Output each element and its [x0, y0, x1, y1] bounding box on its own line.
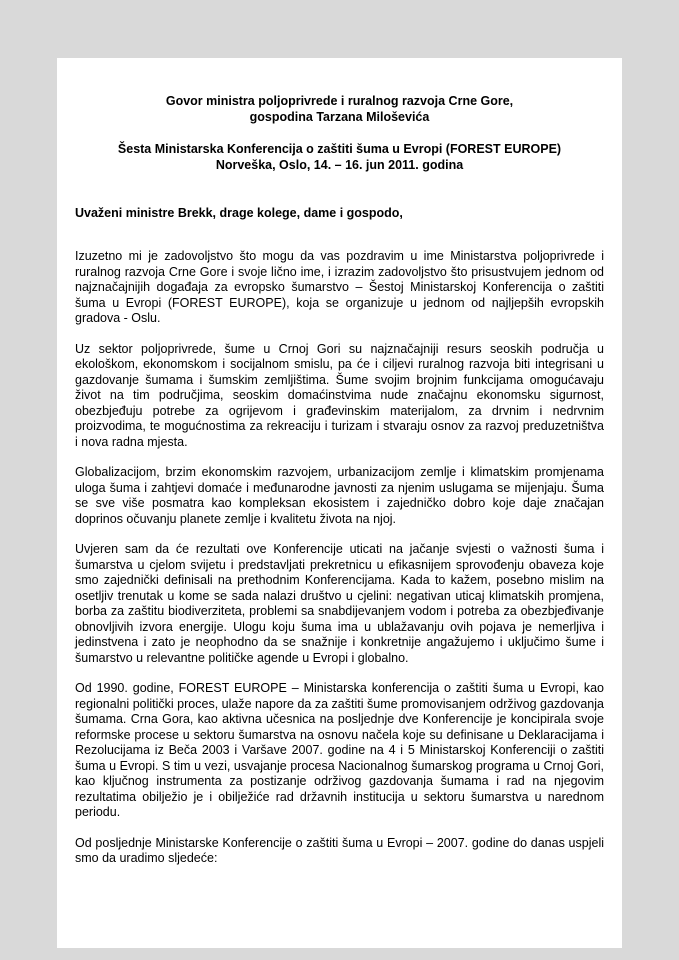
paragraph: Izuzetno mi je zadovoljstvo što mogu da vas pozdravim u ime Ministarstva poljoprivrede i ruralnog razvoja Crne Gore i svoje lično ime, i izrazim zadovoljstvo što prisustvujem jednom od najznačajnijih događaja za evropsko šumarstvo – Šestoj Ministarskoj Konferencija o zaštiti šuma u Evropi (FOREST EUROPE), koja se organizuje u jednom od najljepših evropskih gradova - Oslu. — [75, 249, 604, 325]
document-page — [57, 58, 622, 948]
title-line-1: Govor ministra poljoprivrede i ruralnog razvoja Crne Gore, — [165, 94, 514, 108]
document-subtitle — [75, 141, 604, 173]
subtitle-line-2: Norveška, Oslo, 14. – 16. jun 2011. godina — [215, 158, 464, 172]
paragraph: Uvjeren sam da će rezultati ove Konferencije uticati na jačanje svjesti o važnosti šuma i šumarstva u cjelom svijetu i predstavljati prekretnicu u efikasnijem sprovođenju obaveza koje smo zajednički definisali na prethodnim Konferencijama. Kada to kažem, posebno mislim na osetljiv trenutak u kome se sada nalazi društvo u cjelini: negativan uticaj klimatskih promjena, borba za zaštitu biodiverziteta, problemi sa snabdijevanjem vodom i potreba za obezbjeđivanje obnovljivih izvora energije. Ulogu koju šuma ima u ublažavanju ovih pojava je nemerljiva i jedinstvena i zato je neophodno da se snažnije i konkretnije angažujemo i uključimo šume i šumarstvo u relevantne političke agende u Evropi i globalno. — [75, 542, 604, 665]
document-title — [75, 93, 604, 125]
paragraph: Od 1990. godine, FOREST EUROPE – Ministarska konferencija o zaštiti šuma u Evropi, kao regionalni politički proces, ulaže napore da za zaštiti šume promovisanjem održivog gazdovanja šumama. Crna Gora, kao aktivna učesnica na posljednje dve Konferencije je koncipirala svoje reformske procese u sektoru šumarstva na osnovu načela koje su definisane u Deklaracijama i Rezolucijama iz Beča 2003 i Varšave 2007. godine na 4 i 5 Ministarskoj Konferenciji o zaštiti šuma u Evropi. S tim u vezi, usvajanje procesa Nacionalnog šumarskog programa u Crnoj Gori, kao ključnog instrumenta za postizanje održivog gazdovanja šumama i rad na njegovim rezultatima obilježio je i obilježiće rad državnih institucija u sektoru šumarstva u narednom periodu. — [75, 681, 604, 819]
paragraph: Globalizacijom, brzim ekonomskim razvojem, urbanizacijom zemlje i klimatskim promjenama uloga šuma i zahtjevi domaće i međunarodne javnosti za njenim uslugama se mijenjaju. Šuma se sve više posmatra kao kompleksan ekosistem i zajedničko dobro koje daje značajan doprinos očuvanju planete zemlje i kvalitetu života na njoj. — [75, 465, 604, 526]
document-body — [75, 249, 604, 867]
salutation: Uvaženi ministre Brekk, drage kolege, dame i gospodo, — [75, 206, 403, 220]
title-line-2: gospodina Tarzana Miloševića — [249, 110, 430, 124]
subtitle-line-1: Šesta Ministarska Konferencija o zaštiti šuma u Evropi (FOREST EUROPE) — [117, 142, 562, 156]
paragraph: Uz sektor poljoprivrede, šume u Crnoj Gori su najznačajniji resurs seoskih područja u ekološkom, ekonomskom i socijalnom smislu, pa će i ciljevi ruralnog razvoja biti integrisani u gazdovanje šumama i šumskim zemljištima. Šume svojim brojnim funkcijama omogućavaju život na tim područjima, seoskim domaćinstvima nude značajnu ekonomsku sigurnost, obezbjeđuju potrebe za ogrijevom i građevinskim materijalom, za drvnim i nedrvnim proizvodima, te mogućnostima za rekreaciju i turizam i stvaraju osnov za razvoj preduzetništva i nova radna mjesta. — [75, 341, 604, 449]
paragraph: Od posljednje Ministarske Konferencije o zaštiti šuma u Evropi – 2007. godine do danas uspjeli smo da uradimo sljedeće: — [75, 835, 604, 865]
